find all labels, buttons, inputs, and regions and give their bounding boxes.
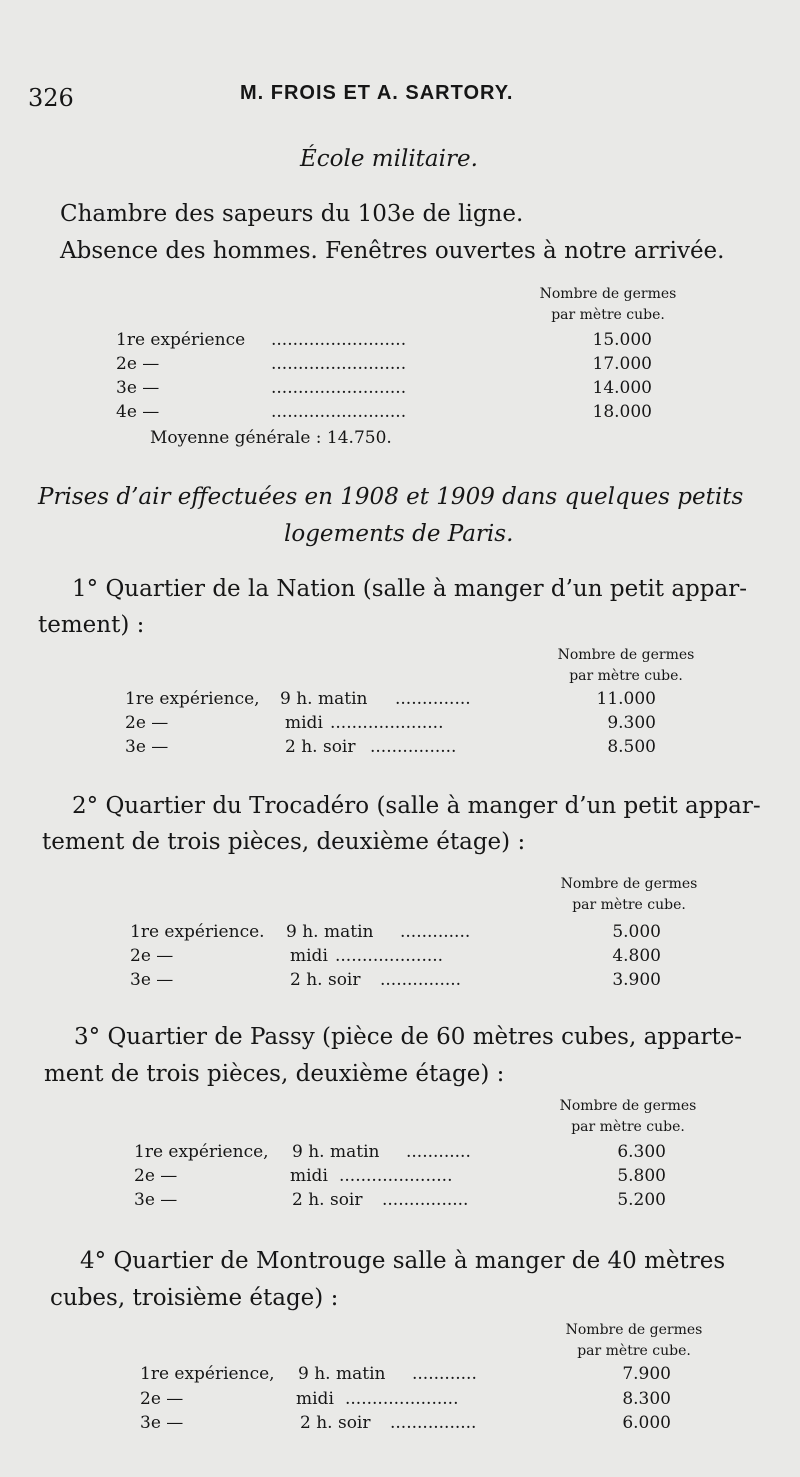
paragraph-line: cubes, troisième étage) : <box>50 1285 339 1311</box>
row-value: 7.900 <box>622 1364 671 1384</box>
row-label: 3e — <box>125 737 169 757</box>
row-label: 3e — <box>140 1413 184 1433</box>
table-row <box>140 1364 675 1384</box>
leader-dots: ............. <box>400 922 471 942</box>
leader-dots: ......................... <box>271 378 407 398</box>
section-title-prises: Prises d’air effectuées en 1908 et 1909 dans quelques petits <box>38 484 744 510</box>
table-row <box>116 354 656 374</box>
leader-dots: ......................... <box>271 402 407 422</box>
leader-dots: ................ <box>370 737 457 757</box>
paragraph-line: tement de trois pièces, deuxième étage) : <box>42 829 526 855</box>
paragraph-line: 2° Quartier du Trocadéro (salle à manger d’un petit appar- <box>72 793 761 819</box>
column-header: Nombre de germes par mètre cube. <box>539 286 677 323</box>
table-row <box>125 713 660 733</box>
table-row <box>125 737 660 757</box>
table-row <box>116 330 656 350</box>
row-label: 1re expérience. <box>130 922 265 942</box>
paragraph-line: 1° Quartier de la Nation (salle à manger d’un petit appar- <box>72 576 747 602</box>
row-value: 17.000 <box>592 354 652 374</box>
row-label: 2e — <box>134 1166 178 1186</box>
row-value: 4.800 <box>612 946 661 966</box>
leader-dots: .................... <box>335 946 444 966</box>
row-label: 1re expérience, <box>134 1142 269 1162</box>
average-line: Moyenne générale : 14.750. <box>150 428 392 448</box>
row-time: 9 h. matin <box>286 922 374 942</box>
row-value: 14.000 <box>592 378 652 398</box>
table-row <box>125 689 660 709</box>
row-time: midi <box>285 713 323 733</box>
table-row <box>140 1413 675 1433</box>
section-title-prises-cont: logements de Paris. <box>284 521 514 547</box>
row-label: 1re expérience <box>116 330 246 350</box>
leader-dots: ......................... <box>271 330 407 350</box>
row-time: 9 h. matin <box>280 689 368 709</box>
paragraph-line: ment de trois pièces, deuxième étage) : <box>44 1061 505 1087</box>
row-label: 2e — <box>116 354 160 374</box>
row-label: 1re expérience, <box>140 1364 275 1384</box>
table-row <box>116 402 656 422</box>
column-header: Nombre de germes par mètre cube. <box>559 1098 697 1135</box>
page-number: 326 <box>28 84 74 112</box>
row-time: midi <box>290 946 328 966</box>
row-label: 4e — <box>116 402 160 422</box>
row-time: 2 h. soir <box>290 970 361 990</box>
row-time: 9 h. matin <box>292 1142 380 1162</box>
row-value: 8.300 <box>622 1389 671 1409</box>
row-value: 6.000 <box>622 1413 671 1433</box>
row-time: midi <box>296 1389 334 1409</box>
paragraph-line: Chambre des sapeurs du 103e de ligne. <box>60 201 524 227</box>
row-value: 5.800 <box>617 1166 666 1186</box>
column-header: Nombre de germes par mètre cube. <box>565 1322 703 1359</box>
row-value: 18.000 <box>592 402 652 422</box>
row-value: 15.000 <box>592 330 652 350</box>
table-row <box>134 1166 670 1186</box>
table-row <box>130 946 665 966</box>
row-value: 5.200 <box>617 1190 666 1210</box>
table-row <box>116 378 656 398</box>
leader-dots: .............. <box>395 689 471 709</box>
column-header: Nombre de germes par mètre cube. <box>560 876 698 913</box>
row-value: 3.900 <box>612 970 661 990</box>
paragraph-line: tement) : <box>38 612 145 638</box>
paragraph-line: 3° Quartier de Passy (pièce de 60 mètres cubes, apparte- <box>74 1024 743 1050</box>
row-label: 1re expérience, <box>125 689 260 709</box>
row-time: 9 h. matin <box>298 1364 386 1384</box>
leader-dots: ............ <box>412 1364 477 1384</box>
row-value: 5.000 <box>612 922 661 942</box>
section-title-ecole: École militaire. <box>300 146 478 172</box>
row-time: midi <box>290 1166 328 1186</box>
leader-dots: ................ <box>390 1413 477 1433</box>
row-time: 2 h. soir <box>285 737 356 757</box>
table-row <box>134 1190 670 1210</box>
leader-dots: ............... <box>380 970 462 990</box>
paragraph-line: Absence des hommes. Fenêtres ouvertes à notre arrivée. <box>60 238 725 264</box>
row-label: 2e — <box>125 713 169 733</box>
column-header: Nombre de germes par mètre cube. <box>557 647 695 684</box>
row-value: 6.300 <box>617 1142 666 1162</box>
row-label: 2e — <box>140 1389 184 1409</box>
row-time: 2 h. soir <box>292 1190 363 1210</box>
paragraph-line: 4° Quartier de Montrouge salle à manger de 40 mètres <box>80 1248 726 1274</box>
table-row <box>134 1142 670 1162</box>
row-label: 2e — <box>130 946 174 966</box>
leader-dots: ................ <box>382 1190 469 1210</box>
table-row <box>130 922 665 942</box>
row-value: 8.500 <box>607 737 656 757</box>
leader-dots: ..................... <box>330 713 444 733</box>
table-row <box>140 1389 675 1409</box>
row-value: 9.300 <box>607 713 656 733</box>
table-row <box>130 970 665 990</box>
row-value: 11.000 <box>596 689 656 709</box>
leader-dots: ..................... <box>339 1166 453 1186</box>
leader-dots: ..................... <box>345 1389 459 1409</box>
row-label: 3e — <box>116 378 160 398</box>
running-title: M. FROIS ET A. SARTORY. <box>240 82 514 104</box>
leader-dots: ............ <box>406 1142 471 1162</box>
leader-dots: ......................... <box>271 354 407 374</box>
row-label: 3e — <box>130 970 174 990</box>
row-label: 3e — <box>134 1190 178 1210</box>
row-time: 2 h. soir <box>300 1413 371 1433</box>
